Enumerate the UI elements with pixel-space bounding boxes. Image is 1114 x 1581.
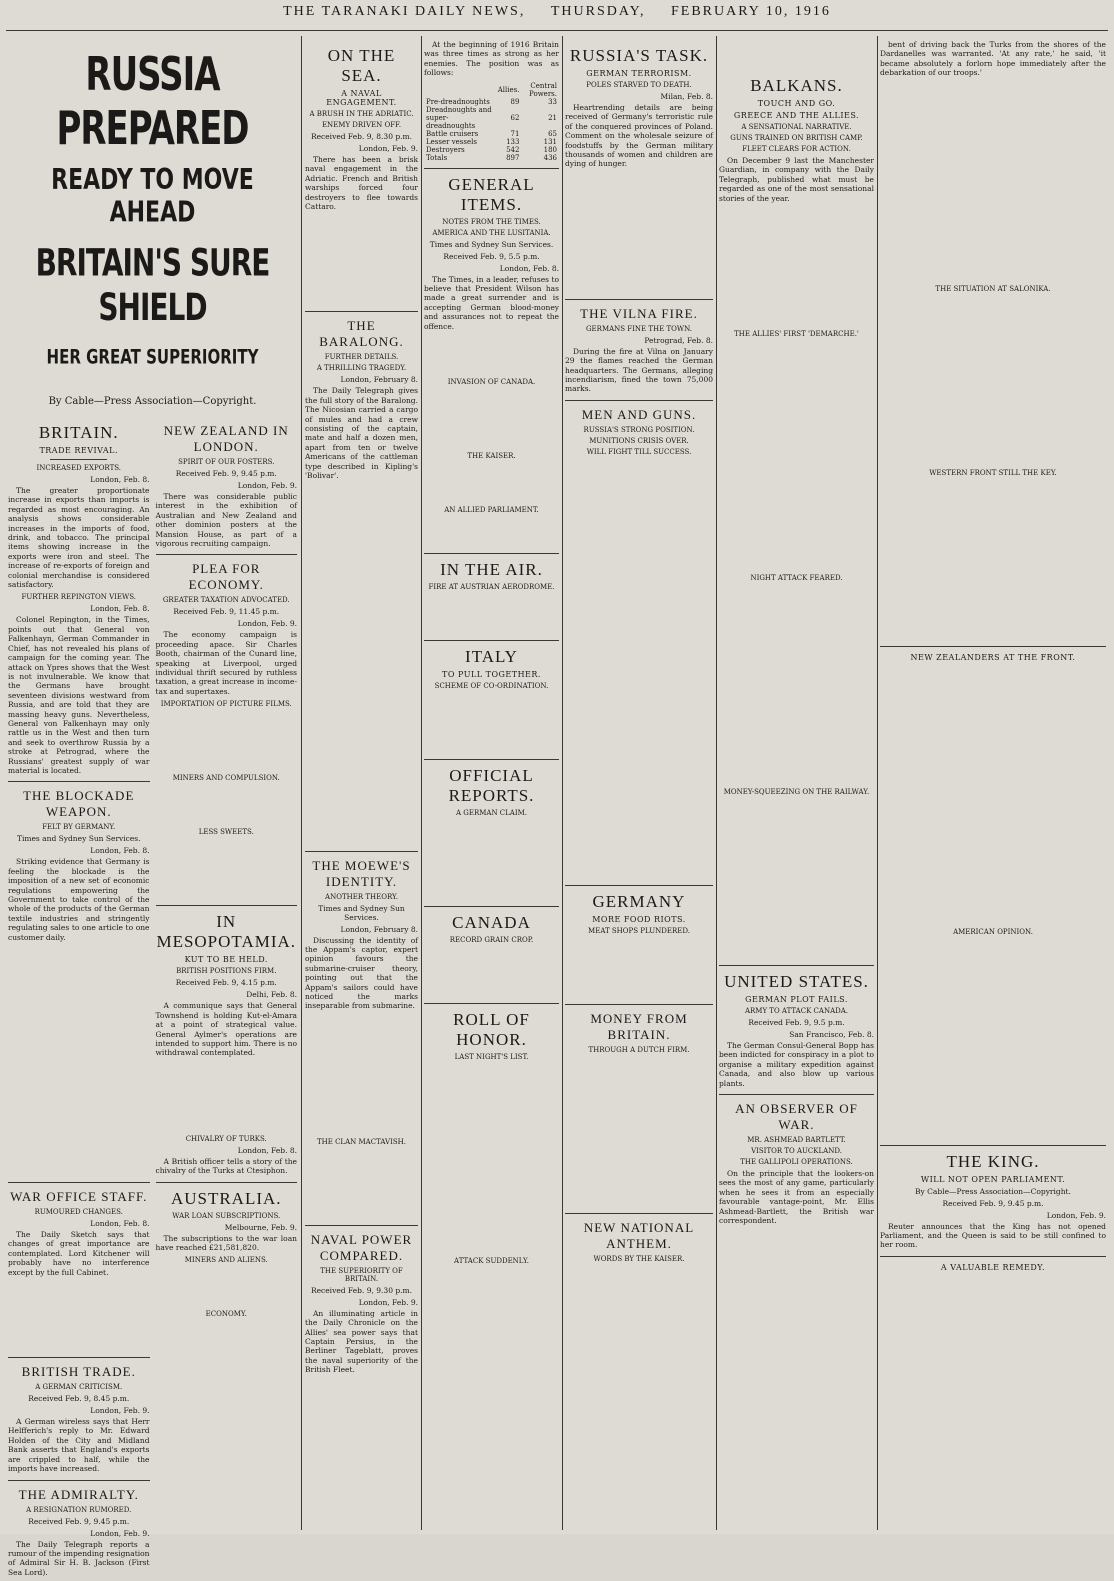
masthead-paper: THE TARANAKI DAILY NEWS, bbox=[283, 4, 526, 19]
section-balkans: BALKANS. bbox=[750, 76, 843, 95]
paragraph: Reuter announces that the King has not opened Parliament, and the Queen is said to be still confined to her room. bbox=[880, 1221, 1106, 1250]
divider bbox=[565, 400, 713, 401]
masthead-date: FEBRUARY 10, 1916 bbox=[670, 4, 831, 19]
section-general-items: GENERAL ITEMS. bbox=[448, 174, 535, 214]
body-text-continued bbox=[156, 1062, 298, 1132]
deck-fire: FIRE AT AUSTRIAN AERODROME. bbox=[428, 583, 555, 592]
paragraph: An illuminating article in the Daily Chronicle on the Allies' sea power says that Captain Persius, in the Berliner Tageblatt, proves the naval superiority of the British Fleet. bbox=[305, 1308, 418, 1375]
headline-great-superiority: HER GREAT SUPERIORITY bbox=[46, 345, 259, 369]
divider bbox=[719, 1094, 874, 1095]
deck-german-terrorism: GERMAN TERRORISM. bbox=[586, 69, 692, 78]
deck-rumoured: RUMOURED CHANGES. bbox=[34, 1208, 123, 1217]
table-cell: 131 bbox=[543, 137, 557, 146]
divider bbox=[565, 299, 713, 300]
subcolumn-nz-london bbox=[156, 417, 298, 1581]
received-line: Received Feb. 9, 4.15 p.m. bbox=[175, 978, 277, 988]
body-text-continued bbox=[424, 1064, 559, 1254]
section-british-trade: BRITISH TRADE. bbox=[21, 1364, 136, 1380]
deck-demarche: THE ALLIES' FIRST 'DEMARCHE.' bbox=[734, 330, 859, 339]
deck-salonika: THE SITUATION AT SALONIKA. bbox=[935, 284, 1051, 293]
table-cell: 897 bbox=[506, 153, 520, 162]
dateline: London, Feb. 9. bbox=[358, 1297, 418, 1307]
table-cell: Destroyers bbox=[426, 145, 465, 154]
paragraph: bent of driving back the Turks from the shores of the Dardanelles was warranted. 'At any rate,' he said, 'it became absolutely a forlorn hope immediately after the debarkation of our troops.' bbox=[880, 40, 1106, 78]
deck-touch-go: TOUCH AND GO. bbox=[757, 99, 836, 108]
paragraph: Heartrending details are being received of Germany's terroristic rule of the conquered provinces of Poland. Comment on the wholesale seizure of foodstuffs by the German military thousands of women and children are dying of hunger. bbox=[565, 103, 713, 169]
column-sea bbox=[305, 40, 418, 1530]
body-text-continued bbox=[719, 585, 874, 785]
table-cell: 133 bbox=[506, 137, 520, 146]
deck-money-squeezing: MONEY-SQUEEZING ON THE RAILWAY. bbox=[723, 788, 870, 797]
column-rule bbox=[562, 36, 563, 1530]
deck-munitions: MUNITIONS CRISIS OVER. bbox=[589, 436, 689, 445]
deck-army: ARMY TO ATTACK CANADA. bbox=[744, 1007, 849, 1016]
paragraph: A communique says that General Townshend is holding Kut-el-Amara at a point of strategical value. General Aylmer's operations are intended to support him. There is no withdrawal contemplated. bbox=[155, 1001, 297, 1058]
section-mesopotamia: IN MESOPOTAMIA. bbox=[156, 912, 297, 952]
paragraph: There was considerable public interest in the exhibition of Australian and New Zealand and other dominion posters at the Mansion House, as part of a vigorous recruiting campaign. bbox=[155, 492, 297, 549]
paragraph: The economy campaign is proceeding apace. Sir Charles Booth, chairman of the Cunard line, speaking at Liverpool, urged individual thrift secured by ruthless taxation, a great increase in income-tax and supertaxes. bbox=[155, 630, 297, 696]
section-men-guns: MEN AND GUNS. bbox=[581, 406, 697, 422]
body-text-continued bbox=[8, 946, 150, 1176]
received-line: Received Feb. 9, 9.30 p.m. bbox=[310, 1285, 413, 1295]
dateline: London, Feb. 9. bbox=[358, 144, 418, 153]
received-line: Received Feb. 9, 8.45 p.m. bbox=[28, 1394, 130, 1404]
dateline: London, Feb. 8. bbox=[90, 1219, 150, 1229]
table-row bbox=[424, 106, 559, 130]
body-text-continued bbox=[424, 517, 559, 547]
dateline: London, Feb. 9. bbox=[1046, 1210, 1106, 1220]
deck-poles: POLES STARVED TO DEATH. bbox=[586, 81, 692, 89]
body-text-continued bbox=[305, 1149, 418, 1219]
table-cell: 33 bbox=[548, 97, 557, 106]
deck-economy: ECONOMY. bbox=[205, 1310, 247, 1319]
divider bbox=[305, 311, 418, 312]
dateline: Petrograd, Feb. 8. bbox=[644, 335, 713, 345]
divider bbox=[424, 553, 559, 554]
deck-superiority: THE SUPERIORITY OF BRITAIN. bbox=[320, 1266, 403, 1283]
body-text-continued bbox=[565, 1057, 713, 1207]
body-text-continued bbox=[156, 1321, 298, 1391]
deck-night-attack: NIGHT ATTACK FEARED. bbox=[750, 574, 843, 583]
divider bbox=[719, 965, 874, 966]
dateline: Melbourne, Feb. 9. bbox=[224, 1222, 297, 1232]
body-text-continued bbox=[156, 785, 298, 825]
body-text-continued bbox=[424, 947, 559, 997]
divider bbox=[565, 1004, 713, 1005]
column-balkans bbox=[719, 40, 874, 1530]
section-anthem: NEW NATIONAL ANTHEM. bbox=[583, 1219, 695, 1251]
section-observer: AN OBSERVER OF WAR. bbox=[735, 1101, 858, 1133]
body-text-continued bbox=[880, 939, 1106, 1139]
body-text-continued bbox=[424, 594, 559, 634]
received-line: Received Feb. 9, 11.45 p.m. bbox=[173, 607, 280, 617]
dateline: London, Feb. 9. bbox=[237, 481, 297, 490]
column-rule bbox=[877, 36, 878, 1530]
section-naval-power: NAVAL POWER COMPARED. bbox=[310, 1231, 413, 1263]
deck-pull-together: TO PULL TOGETHER. bbox=[442, 670, 541, 680]
dateline: London, Feb. 8. bbox=[499, 263, 559, 273]
paragraph: Discussing the identity of the Appam's captor, expert opinion favours the submarine-cruiser theory, pointing out that the Appam's sailors could have noticed the marks inseparable from submarine. bbox=[305, 935, 418, 1011]
section-moewe: THE MOEWE'S IDENTITY. bbox=[312, 857, 411, 889]
deck-german-claim: A GERMAN CLAIM. bbox=[455, 809, 528, 818]
section-vilna: THE VILNA FIRE. bbox=[580, 305, 698, 321]
body-text-continued bbox=[424, 335, 559, 375]
section-germany: GERMANY bbox=[592, 891, 686, 911]
deck-nz-front: NEW ZEALANDERS AT THE FRONT. bbox=[910, 652, 1076, 662]
byline: By Cable—Press Association—Copyright. bbox=[915, 1186, 1071, 1196]
deck-british-firm: BRITISH POSITIONS FIRM. bbox=[176, 967, 277, 976]
masthead bbox=[0, 4, 1114, 26]
lead-story bbox=[8, 40, 297, 1577]
naval-strength-table bbox=[424, 82, 559, 162]
service-line: Times and Sydney Sun Services. bbox=[318, 903, 405, 922]
body-text-continued bbox=[424, 463, 559, 503]
body-text-continued bbox=[424, 389, 559, 449]
deck-will-fight: WILL FIGHT TILL SUCCESS. bbox=[586, 447, 692, 456]
dateline: London, Feb. 8. bbox=[90, 475, 150, 484]
body-text-continued bbox=[880, 480, 1106, 640]
dateline: Delhi, Feb. 8. bbox=[246, 990, 297, 1000]
divider bbox=[880, 646, 1106, 647]
deck-importation: IMPORTATION OF PICTURE FILMS. bbox=[160, 700, 292, 709]
section-canada: CANADA bbox=[452, 913, 531, 933]
column-salonika bbox=[880, 40, 1106, 1530]
deck-brush: A BRUSH IN THE ADRIATIC. bbox=[309, 110, 414, 118]
table-cell: Totals bbox=[426, 153, 448, 162]
divider bbox=[880, 1256, 1106, 1257]
deck-dutch: THROUGH A DUTCH FIRM. bbox=[588, 1045, 690, 1054]
body-text-continued bbox=[156, 839, 298, 899]
table-cell: Battle cruisers bbox=[426, 129, 479, 138]
divider bbox=[156, 1182, 298, 1183]
service-line: Times and Sydney Sun Services. bbox=[429, 239, 554, 249]
deck-increased-exports: INCREASED EXPORTS. bbox=[36, 464, 122, 472]
section-nz-london: NEW ZEALAND IN LONDON. bbox=[163, 423, 289, 454]
paragraph: The greater proportionate increase in exports than imports is regarded as most encouraging. An analysis shows considerable increases in the imports of food, drink, and tobacco. The principal items showing increase in the exports were iron and steel. The increase of re-exports of foreign and colonial merchandise is considered satisfactory. bbox=[8, 486, 150, 590]
table-header bbox=[424, 82, 559, 98]
deck-miners-aliens: MINERS AND ALIENS. bbox=[184, 1256, 268, 1265]
section-war-office: WAR OFFICE STAFF. bbox=[10, 1189, 148, 1205]
paragraph: There has been a brisk naval engagement in the Adriatic. French and British warships forced four destroyers to flee towards Cattaro. bbox=[305, 155, 418, 212]
paragraph: The Times, in a leader, refuses to believe that President Wilson has made a great surrender and is accepting German blood-money and assurances not to repeat the offence. bbox=[424, 274, 559, 331]
dateline: Milan, Feb. 8. bbox=[660, 92, 713, 101]
deck-germans-fine: GERMANS FINE THE TOWN. bbox=[585, 324, 693, 333]
deck-gallipoli: THE GALLIPOLI OPERATIONS. bbox=[740, 1158, 853, 1167]
table-cell: 180 bbox=[543, 145, 557, 154]
deck-meat-shops: MEAT SHOPS PLUNDERED. bbox=[588, 926, 690, 935]
table-head-allies: Allies. bbox=[497, 85, 520, 94]
paragraph: The Daily Telegraph reports a rumour of the impending resignation of Admiral Sir H. B. Jackson (First Sea Lord). bbox=[8, 1539, 150, 1577]
table-cell: 436 bbox=[543, 153, 557, 162]
deck-strong: RUSSIA'S STRONG POSITION. bbox=[583, 425, 695, 434]
table-row bbox=[424, 138, 559, 146]
deck-allied-parliament: AN ALLIED PARLIAMENT. bbox=[444, 506, 539, 515]
deck-attack: ATTACK SUDDENLY. bbox=[454, 1257, 529, 1266]
paragraph: The Daily Sketch says that changes of great importance are contemplated. Lord Kitchener will probably have no interference except by the full Cabinet. bbox=[8, 1230, 150, 1277]
dateline: London, February 8. bbox=[340, 924, 418, 934]
section-official-reports: OFFICIAL REPORTS. bbox=[448, 766, 535, 806]
dateline: London, Feb. 9. bbox=[90, 1406, 150, 1416]
deck-clan: THE CLAN MACTAVISH. bbox=[316, 1137, 407, 1146]
table-totals-row bbox=[424, 154, 559, 162]
divider bbox=[565, 1213, 713, 1214]
deck-another-theory: ANOTHER THEORY. bbox=[325, 892, 398, 901]
body-text-continued bbox=[719, 341, 874, 571]
section-russias-task: RUSSIA'S TASK. bbox=[569, 46, 709, 65]
deck-greece: GREECE AND THE ALLIES. bbox=[733, 111, 860, 120]
table-cell: Pre-dreadnoughts bbox=[426, 97, 490, 106]
paragraph: The Daily Telegraph gives the full story of the Baralong. The Nicosian carried a cargo of mules and had a crew consisting of the captain, mate and half a dozen men, apart from ten or twelve Americans of the cattleman type described in Kipling's 'Bolivar'. bbox=[305, 386, 418, 481]
deck-enemy-driven: ENEMY DRIVEN OFF. bbox=[321, 121, 402, 129]
body-text-continued bbox=[719, 207, 874, 327]
table-cell: Lesser vessels bbox=[426, 137, 477, 146]
deck-greater-taxation: GREATER TAXATION ADVOCATED. bbox=[162, 596, 290, 605]
deck-trade-revival: TRADE REVIVAL. bbox=[39, 446, 119, 455]
divider bbox=[156, 554, 298, 555]
body-text-continued bbox=[565, 173, 713, 293]
table-cell: 71 bbox=[510, 129, 520, 138]
deck-further: FURTHER DETAILS. bbox=[324, 353, 399, 362]
paragraph: On the principle that the lookers-on sees the most of any game, particularly when he sees it from an especially favourable vantage-point, Mr. Ellis Ashmead-Bartlett, the British war correspondent. bbox=[719, 1169, 874, 1226]
received-line: Received Feb. 9, 9.5 p.m. bbox=[748, 1018, 845, 1028]
dateline: London, Feb. 8. bbox=[90, 846, 150, 856]
divider bbox=[424, 1003, 559, 1004]
divider bbox=[8, 1480, 150, 1481]
section-on-the-sea: ON THE SEA. bbox=[327, 46, 396, 85]
service-line: Times and Sydney Sun Services. bbox=[16, 834, 141, 844]
deck-plot: GERMAN PLOT FAILS. bbox=[745, 995, 848, 1005]
received-line: Received Feb. 9, 5.5 p.m. bbox=[443, 251, 540, 261]
headline-ready-to-move: READY TO MOVE AHEAD bbox=[51, 164, 254, 230]
lead-subcolumns bbox=[8, 417, 297, 1581]
headline-britains-shield: BRITAIN'S SURE SHIELD bbox=[35, 240, 270, 330]
deck-remedy: A VALUABLE REMEDY. bbox=[940, 1262, 1046, 1272]
paragraph: At the beginning of 1916 Britain was three times as strong as her enemies. The position was as follows: bbox=[424, 40, 559, 78]
deck-food-riot: MORE FOOD RIOTS. bbox=[592, 914, 686, 924]
body-text-continued bbox=[305, 215, 418, 305]
deck-western: WESTERN FRONT STILL THE KEY. bbox=[929, 468, 1057, 477]
deck-america: AMERICA AND THE LUSITANIA. bbox=[432, 228, 551, 237]
section-plea-economy: PLEA FOR ECONOMY. bbox=[188, 561, 264, 593]
deck-scheme: SCHEME OF CO-ORDINATION. bbox=[434, 682, 549, 691]
section-blockade: THE BLOCKADE WEAPON. bbox=[23, 788, 135, 820]
masthead-day: THURSDAY, bbox=[550, 4, 646, 19]
deck-kaiser: THE KAISER. bbox=[467, 452, 516, 461]
dateline: London, Feb. 9. bbox=[90, 1528, 150, 1538]
section-italy: ITALY bbox=[465, 647, 518, 667]
table-head-central: Central Powers. bbox=[529, 81, 557, 98]
dateline: San Francisco, Feb. 8. bbox=[789, 1030, 874, 1040]
body-text-continued bbox=[424, 820, 559, 900]
section-admiralty: THE ADMIRALTY. bbox=[18, 1486, 139, 1502]
table-row bbox=[424, 130, 559, 138]
subcolumn-britain bbox=[8, 417, 150, 1581]
headline-russia-prepared: RUSSIA PREPARED bbox=[56, 48, 249, 156]
divider bbox=[424, 906, 559, 907]
divider bbox=[305, 1225, 418, 1226]
table-cell: 542 bbox=[506, 145, 520, 154]
deck-chivalry: CHIVALRY OF TURKS. bbox=[185, 1134, 267, 1143]
paragraph: Striking evidence that Germany is feeling the blockade is the imposition of a new set of economic regulations empowering the Government to take control of the whole of the products of the German textile industries and stringently regulating sales to one article to one customer daily. bbox=[8, 857, 150, 942]
body-text-continued bbox=[719, 40, 874, 70]
body-text-continued bbox=[880, 665, 1106, 925]
body-text-continued bbox=[565, 938, 713, 998]
paragraph: During the fire at Vilna on January 29 the flames reached the German headquarters. The Germans, alleging incendiarism, fined the town 75,000 marks. bbox=[565, 346, 713, 394]
column-rule bbox=[421, 36, 422, 1530]
body-text-continued bbox=[156, 711, 298, 771]
dateline: London, Feb. 9. bbox=[237, 619, 297, 629]
deck-felt: FELT BY GERMANY. bbox=[42, 823, 116, 832]
body-text-continued bbox=[880, 82, 1106, 282]
deck-american: AMERICAN OPINION. bbox=[953, 927, 1033, 936]
byline: By Cable—Press Association—Copyright. bbox=[48, 396, 257, 407]
divider bbox=[424, 640, 559, 641]
body-text-continued bbox=[565, 459, 713, 879]
deck-bartlett: MR. ASHMEAD BARTLETT. bbox=[747, 1136, 846, 1145]
section-united-states: UNITED STATES. bbox=[724, 972, 869, 992]
dateline: London, Feb. 8. bbox=[237, 1145, 297, 1155]
section-roll-of-honor: ROLL OF HONOR. bbox=[453, 1010, 530, 1050]
deck-repington: FURTHER REPINGTON VIEWS. bbox=[21, 593, 136, 602]
divider bbox=[8, 781, 150, 782]
section-baralong: THE BARALONG. bbox=[319, 318, 404, 350]
table-cell: 21 bbox=[548, 113, 557, 122]
column-general bbox=[424, 40, 559, 1530]
deck-invasion: INVASION OF CANADA. bbox=[447, 378, 536, 387]
body-text-continued bbox=[8, 1281, 150, 1351]
divider bbox=[424, 759, 559, 760]
table-row bbox=[424, 146, 559, 154]
deck-notes: NOTES FROM THE TIMES. bbox=[442, 217, 541, 226]
section-australia: AUSTRALIA. bbox=[170, 1188, 282, 1208]
column-rule bbox=[301, 36, 302, 1530]
deck-naval-engagement: A NAVAL ENGAGEMENT. bbox=[326, 89, 397, 107]
body-text-continued bbox=[424, 693, 559, 753]
paragraph: A German wireless says that Herr Helfferich's reply to Mr. Edward Holden of the City and Midland Bank asserts that England's exports are crippled to half, while the imports have increased. bbox=[8, 1417, 150, 1474]
divider bbox=[305, 851, 418, 852]
deck-thrilling: A THRILLING TRAGEDY. bbox=[316, 364, 407, 373]
deck-resignation: A RESIGNATION RUMORED. bbox=[26, 1505, 132, 1514]
paragraph: The German Consul-General Bopp has been indicted for conspiracy in a plot to organise a military expedition against Canada, and also blow up various plants. bbox=[719, 1041, 874, 1088]
deck-grain: RECORD GRAIN CROP. bbox=[449, 936, 534, 945]
divider bbox=[156, 905, 298, 906]
deck-miners: MINERS AND COMPULSION. bbox=[172, 774, 280, 783]
body-text-continued bbox=[305, 1015, 418, 1135]
deck-last-night: LAST NIGHT'S LIST. bbox=[454, 1053, 529, 1062]
table-cell: 89 bbox=[510, 97, 520, 106]
body-text-continued bbox=[156, 1267, 298, 1307]
body-text-continued bbox=[305, 485, 418, 845]
received-line: Received Feb. 9, 9.45 p.m. bbox=[28, 1516, 130, 1526]
deck-less-sweets: LESS SWEETS. bbox=[198, 828, 254, 837]
table-cell: 65 bbox=[548, 129, 557, 138]
paragraph: A British officer tells a story of the chivalry of the Turks at Ctesiphon. bbox=[155, 1156, 297, 1176]
body-text-continued bbox=[880, 296, 1106, 466]
deck-spirit: SPIRIT OF OUR FOSTERS. bbox=[178, 458, 275, 466]
received-line: Received Feb. 9, 9.45 p.m. bbox=[175, 469, 277, 478]
divider bbox=[880, 1145, 1106, 1146]
divider bbox=[424, 168, 559, 169]
deck-visitor: VISITOR TO AUCKLAND. bbox=[751, 1147, 842, 1156]
received-line: Received Feb. 9, 9.45 p.m. bbox=[942, 1198, 1044, 1208]
table-row bbox=[424, 98, 559, 106]
deck-words: WORDS BY THE KAISER. bbox=[593, 1254, 685, 1263]
column-russia bbox=[565, 40, 713, 1530]
masthead-rule bbox=[6, 30, 1108, 31]
section-money: MONEY FROM BRITAIN. bbox=[590, 1010, 688, 1042]
column-rule bbox=[716, 36, 717, 1530]
received-line: Received Feb. 9, 8.30 p.m. bbox=[310, 132, 413, 141]
divider bbox=[8, 1182, 150, 1183]
dateline: London, Feb. 8. bbox=[90, 604, 150, 614]
paragraph: Colonel Repington, in the Times, points out that General von Falkenhayn, German Commander in Chief, has not revealed his plans of campaign for the coming year. The attack on Ypres shows that the West is not invulnerable. We know that the Germans have brought seventeen divisions westward from Russia, and are told that they are massing heavy guns. Nevertheless, General von Falkenhayn may only rattle us in the West and then turn and seek to overthrow Russia by a stroke at Petrograd, where the Russians' greatest supply of war material is located. bbox=[8, 615, 150, 775]
section-britain: BRITAIN. bbox=[38, 423, 119, 442]
divider bbox=[8, 1357, 150, 1358]
paragraph: The subscriptions to the war loan have reached £21,581,820. bbox=[155, 1233, 297, 1252]
deck-german-criticism: A GERMAN CRITICISM. bbox=[35, 1383, 123, 1392]
paragraph: On December 9 last the Manchester Guardian, in company with the Daily Telegraph, published what must be regarded as one of the most sensational stories of the year. bbox=[719, 156, 874, 203]
body-text-continued bbox=[719, 799, 874, 959]
table-cell: Dreadnoughts and super-dreadnoughts bbox=[426, 105, 492, 130]
deck-war-loan: WAR LOAN SUBSCRIPTIONS. bbox=[172, 1211, 281, 1220]
table-cell: 62 bbox=[510, 113, 520, 122]
deck-opening: WILL NOT OPEN PARLIAMENT. bbox=[920, 1174, 1066, 1184]
deck-sensational: A SENSATIONAL NARRATIVE. bbox=[741, 123, 852, 131]
section-in-the-air: IN THE AIR. bbox=[440, 560, 543, 580]
dateline: London, February 8. bbox=[340, 375, 418, 385]
deck-guns-trained: GUNS TRAINED ON BRITISH CAMP. bbox=[730, 134, 863, 142]
divider bbox=[565, 885, 713, 886]
deck-kut: KUT TO BE HELD. bbox=[184, 955, 268, 965]
divider bbox=[50, 459, 107, 460]
section-king: THE KING. bbox=[946, 1151, 1040, 1171]
deck-fleet: FLEET CLEARS FOR ACTION. bbox=[742, 145, 851, 153]
